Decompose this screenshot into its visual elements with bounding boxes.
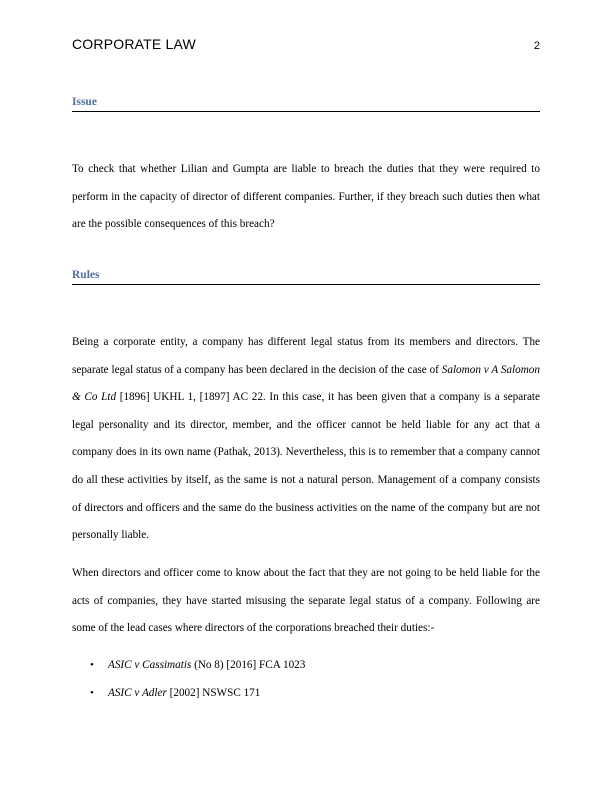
page-number: 2 — [533, 40, 540, 52]
case-list-item — [72, 680, 540, 708]
rules-heading: Rules — [72, 268, 540, 285]
rules-paragraph-1-part2: [1896] UKHL 1, [1897] AC 22. In this case, it has been given that a company is a separate legal personality and its director, member, and the officer cannot be held liable for any act that a company does in its own name (Pathak, 2013). Nevertheless, this is to remember that a company cannot do all these activities by itself, as the same is not a natural person. Management of a company consists of directors and officers and the same do the business activities on the name of the company but are not personally liable. — [72, 391, 541, 542]
bullet-icon: • — [90, 659, 94, 671]
case-name: ASIC v Cassimatis — [108, 659, 192, 671]
running-header-title: CORPORATE LAW — [72, 36, 196, 52]
case-name: ASIC v Adler — [108, 686, 167, 699]
rules-paragraph-1-part1: Being a corporate entity, a company has different legal status from its members and directors. The separate legal status of a company has been declared in the decision of the case of — [72, 336, 540, 376]
case-list-item — [72, 652, 540, 680]
issue-heading: Issue — [72, 95, 540, 112]
issue-paragraph: To check that whether Lilian and Gumpta are liable to breach the duties that they were required to perform in the capacity of director of different companies. Further, if they breach such duties then what are the possible consequences of this breach? — [72, 163, 540, 231]
case-list — [72, 652, 540, 707]
case-name-salomon: Salomon v A Salomon & Co Ltd — [72, 363, 540, 404]
bullet-icon: • — [90, 686, 94, 699]
rules-paragraph-1 — [72, 329, 540, 550]
case-citation: [2002] NSWSC 171 — [166, 686, 261, 699]
case-citation: (No 8) [2016] FCA 1023 — [191, 659, 306, 671]
rules-paragraph-2: When directors and officer come to know about the fact that they are not going to be held liable for the acts of companies, they have started misusing the separate legal status of a company. Following are some of the lead cases where directors of the corporations breached their duties:- — [72, 567, 540, 635]
